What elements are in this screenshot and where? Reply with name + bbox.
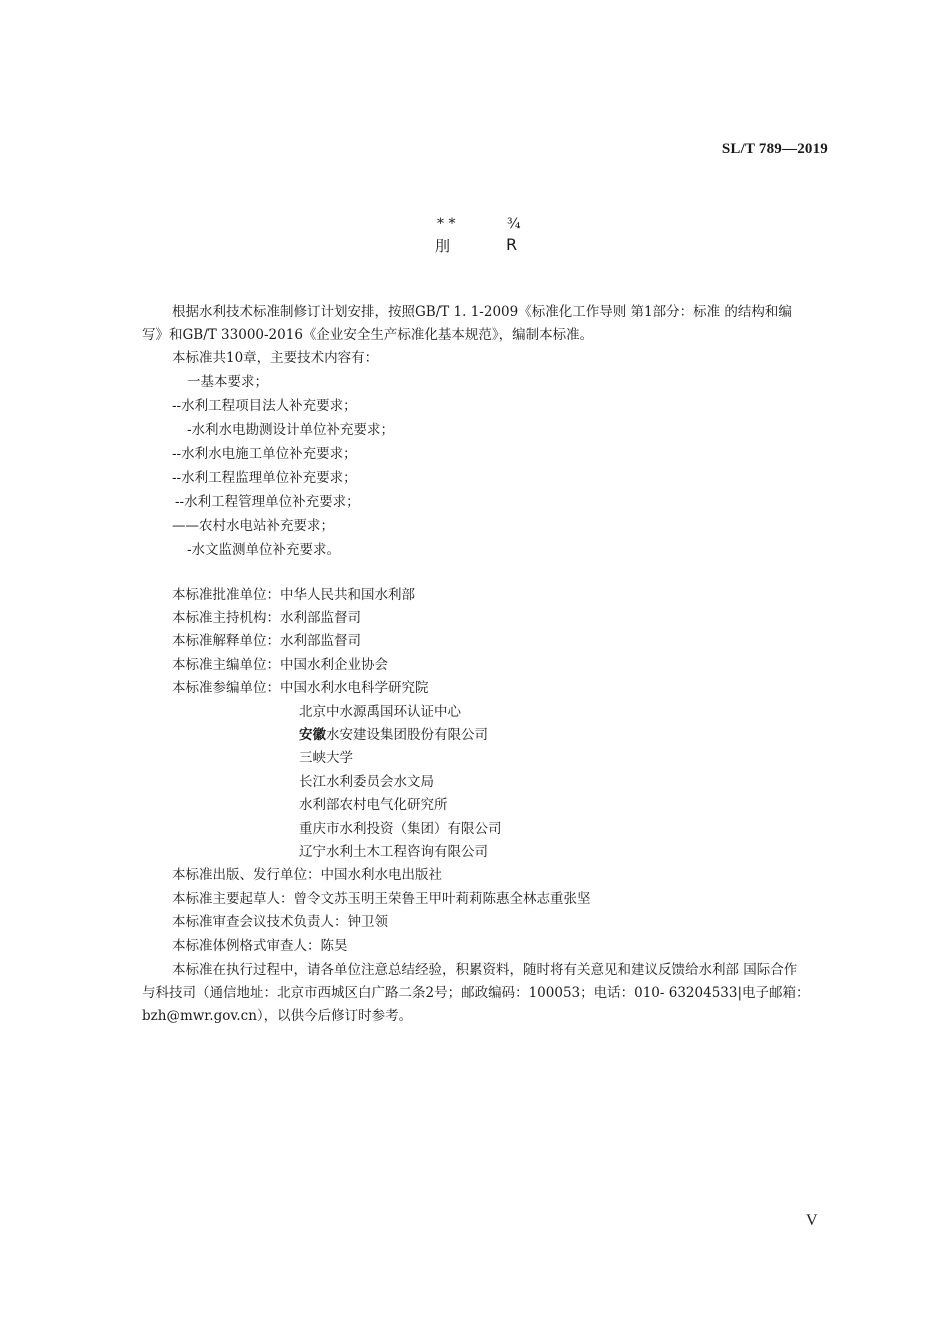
anhui-bold-text: 安徽 [299, 727, 326, 743]
participating-unit: 辽宁水利土木工程咨询有限公司 [299, 844, 488, 860]
page-number: V [806, 1212, 818, 1229]
main-drafters: 本标准主要起草人：曾令文苏玉明王荣鲁王甲叶莉莉陈惠全林志重张坚 [172, 891, 591, 907]
review-technical-lead: 本标准审查会议技术负责人：钟卫领 [172, 914, 388, 930]
chief-editor-unit: 本标准主编单位：中国水利企业协会 [172, 657, 388, 673]
content-item: --水利工程项目法人补充要求； [172, 398, 357, 414]
closing-line-1: 本标准在执行过程中，请各单位注意总结经验，积累资料，随时将有关意见和建议反馈给水利部 国际合作 [172, 962, 798, 978]
chapters-intro: 本标准共10章，主要技术内容有： [172, 350, 379, 366]
content-item: ——农村水电站补充要求； [172, 518, 334, 534]
participating-unit: 长江水利委员会水文局 [299, 774, 434, 790]
heading-top-right: ¾ [507, 216, 521, 232]
content-item: --水利水电施工单位补充要求； [172, 446, 357, 462]
publisher-unit: 本标准出版、发行单位：中国水利水电出版社 [172, 867, 442, 883]
participating-unit: 重庆市水利投资（集团）有限公司 [299, 821, 502, 837]
content-item: 一基本要求； [187, 374, 268, 390]
foreword-heading [430, 216, 540, 260]
content-item: -水文监测单位补充要求。 [187, 542, 341, 558]
interpretation-unit: 本标准解释单位：水利部监督司 [172, 633, 361, 649]
heading-bottom-right: R [506, 235, 518, 254]
content-item: -水利水电勘测设计单位补充要求； [187, 422, 395, 438]
participating-units-label: 本标准参编单位：中国水利水电科学研究院 [172, 680, 429, 696]
approval-unit: 本标准批准单位：中华人民共和国水利部 [172, 587, 415, 603]
host-organization: 本标准主持机构：水利部监督司 [172, 610, 361, 626]
content-item: --水利工程监理单位补充要求； [172, 470, 357, 486]
closing-line-3: bzh@mwr.gov.cn），以供今后修订时参考。 [142, 1008, 413, 1024]
participating-unit: 水利部农村电气化研究所 [299, 797, 448, 813]
participating-unit: 三峡大学 [299, 750, 353, 766]
participating-unit-anhui [299, 726, 488, 744]
anhui-rest-text: 水安建设集团股份有限公司 [326, 727, 488, 743]
format-reviewer: 本标准体例格式审查人：陈昊 [172, 938, 348, 954]
heading-bottom-left: 刖 [435, 237, 451, 255]
heading-top-left: * * [437, 216, 456, 232]
participating-unit: 北京中水源禹国环认证中心 [299, 704, 461, 720]
closing-line-2: 与科技司（通信地址：北京市西城区白广路二条2号；邮政编码：100053；电话：010- 63204533|电子邮箱： [142, 985, 810, 1001]
intro-line-2: 写》和GB/T 33000-2016《企业安全生产标准化基本规范》，编制本标准。 [142, 327, 594, 343]
intro-line-1: 根据水利技术标准制修订计划安排，按照GB/T 1. 1-2009《标准化工作导则 第1部分：标准 的结构和编 [172, 304, 792, 320]
standard-code: SL/T 789—2019 [721, 141, 828, 157]
content-item: --水利工程管理单位补充要求； [175, 494, 360, 510]
